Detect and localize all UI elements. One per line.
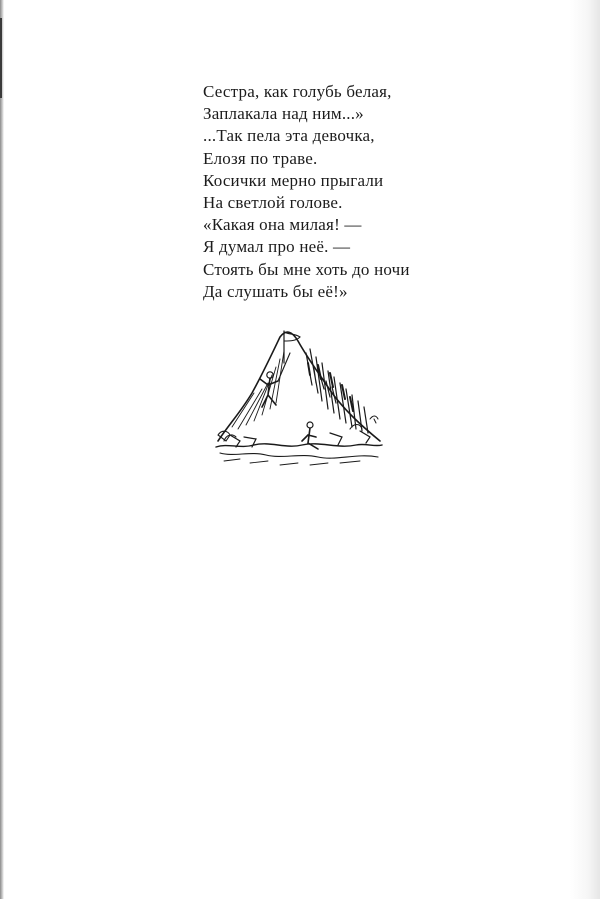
poem-line: Я думал про неё. — [203,237,351,257]
ink-illustration [210,323,385,473]
poem-line: Заплакала над ним...» [203,104,364,124]
poem-line: Косички мерно прыгали [203,170,384,190]
poem-line: Да слушать бы её!» [203,281,348,301]
poem-line: На светлой голове. [203,193,343,213]
page-edge-shadow [0,0,4,899]
poem-line: Елозя по траве. [203,148,318,168]
poem-line: ...Так пела эта девочка, [203,126,375,146]
poem-stanza [203,81,463,303]
page-gutter-shadow [570,0,600,899]
poem-line: Сестра, как голубь белая, [203,82,392,101]
poem-line: Стоять бы мне хоть до ночи [203,259,410,279]
poem-line: «Какая она милая! — [203,215,362,235]
